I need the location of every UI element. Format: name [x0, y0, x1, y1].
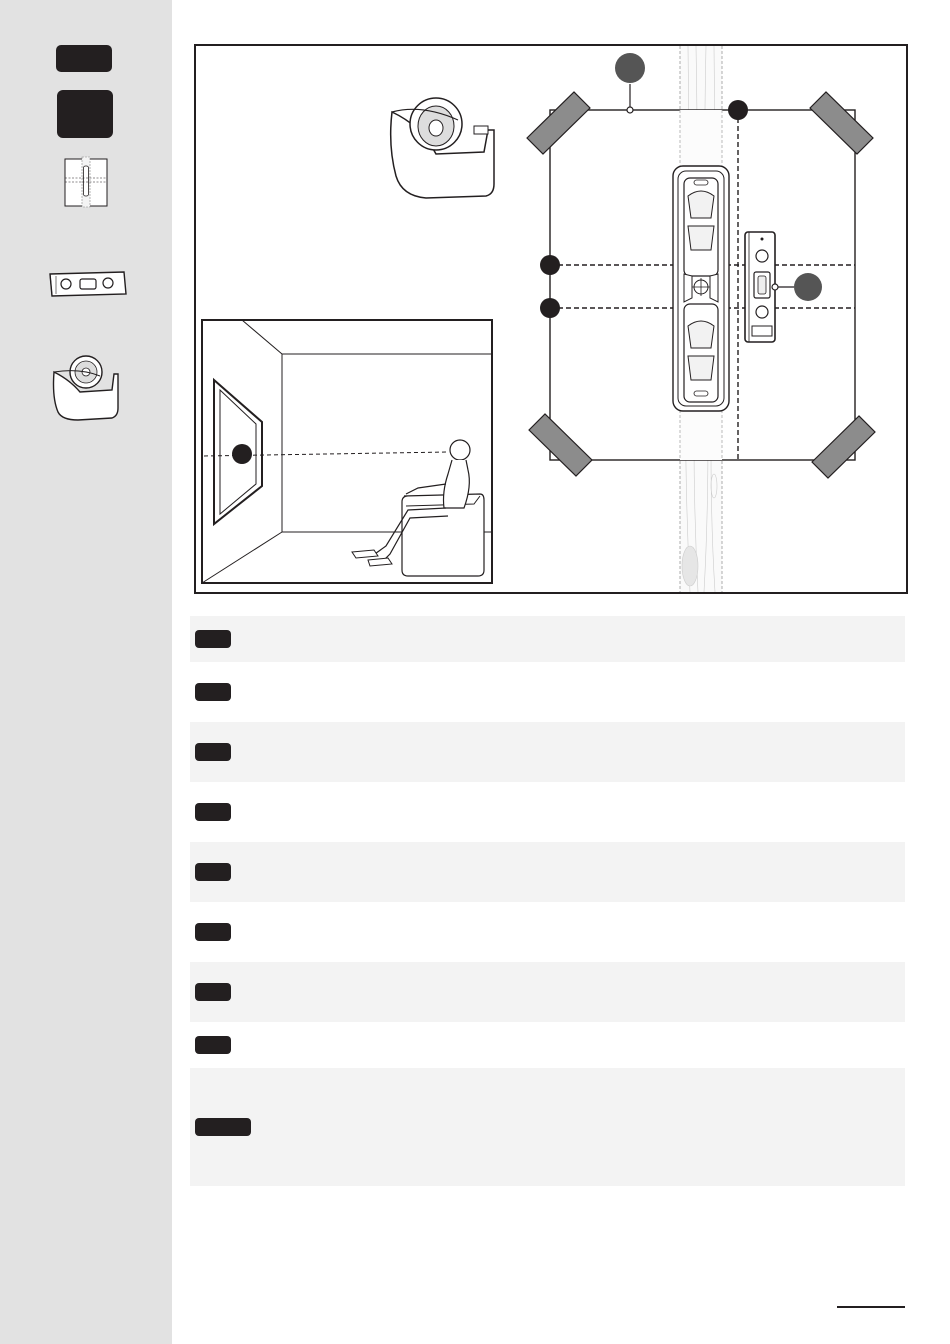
- callout-left-upper: [540, 255, 560, 275]
- instruction-row: [190, 842, 905, 902]
- callout-left-lower: [540, 298, 560, 318]
- wall-bracket: [673, 166, 729, 411]
- step-badge: [195, 923, 231, 941]
- instruction-row: [190, 962, 905, 1022]
- callout-eye-level: [232, 444, 252, 464]
- tape-dispenser: [391, 98, 494, 198]
- instruction-row: [190, 1068, 905, 1186]
- instruction-row: [190, 662, 905, 722]
- tape-dispenser-icon: [50, 350, 122, 422]
- instruction-row: [190, 782, 905, 842]
- installation-illustration: [194, 44, 908, 594]
- step-badge: [195, 863, 231, 881]
- step-number-badge-icon: [57, 90, 113, 138]
- instruction-row: [190, 1022, 905, 1068]
- step-badge: [195, 803, 231, 821]
- instruction-row: [190, 722, 905, 782]
- illustration-canvas: [196, 46, 906, 592]
- inset-viewing-scene: [202, 320, 492, 583]
- page-number-rule: [837, 1306, 905, 1308]
- step-badge-wide: [195, 1118, 251, 1136]
- step-badge: [195, 1036, 231, 1054]
- instruction-row: [190, 616, 905, 662]
- language-badge-icon: [56, 45, 112, 72]
- spirit-level-icon: [46, 268, 128, 300]
- step-badge: [195, 983, 231, 1001]
- sidebar: [0, 0, 172, 1344]
- mounting-template-icon: [64, 156, 108, 208]
- callout-level: [794, 273, 822, 301]
- spirit-level: [745, 232, 775, 342]
- callout-top: [615, 53, 645, 83]
- step-badge: [195, 630, 231, 648]
- instruction-row: [190, 902, 905, 962]
- callout-right-edge: [728, 100, 748, 120]
- step-badge: [195, 683, 231, 701]
- step-badge: [195, 743, 231, 761]
